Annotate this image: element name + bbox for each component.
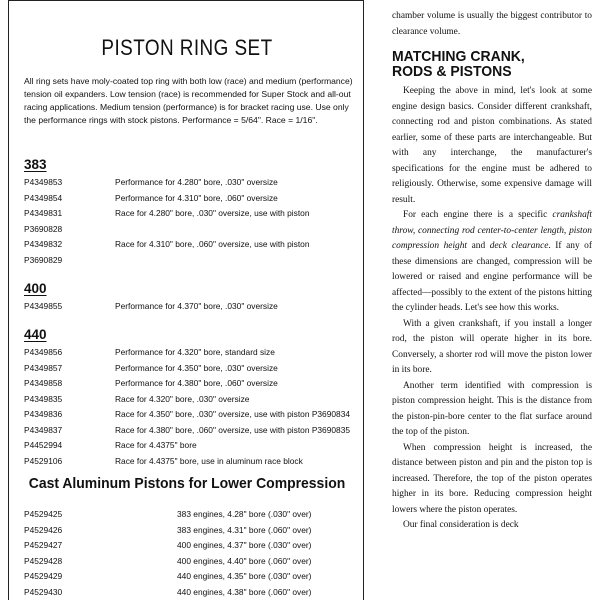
part-number: P4529106 <box>24 455 63 466</box>
article-paragraph: With a given crankshaft, if you install a longer rod, the piston will operate higher in its bore. Conversely, a shorter rod will move the piston lower in its bore. <box>392 318 592 375</box>
part-number: P4349857 <box>24 362 63 373</box>
part-number: P4349858 <box>24 378 63 388</box>
part-description: Race for 4.4375" bore, use in aluminum race block <box>115 455 303 466</box>
article-emphasis: deck clearance <box>489 241 549 251</box>
parts-list-440 <box>24 345 362 469</box>
piston-ring-set-panel <box>8 0 364 600</box>
part-description: Race for 4.310" bore, .060" oversize, use with piston <box>115 239 310 249</box>
part-description: Performance for 4.380" bore, .060" oversize <box>115 378 278 388</box>
part-number: P4349837 <box>24 424 63 435</box>
table-row <box>24 299 362 315</box>
table-row <box>24 345 362 361</box>
table-row <box>24 454 362 470</box>
part-number: P4349853 <box>24 177 63 187</box>
part-description: Performance for 4.370" bore, .030" oversize <box>115 301 278 311</box>
table-row <box>24 554 362 570</box>
table-row <box>24 538 362 554</box>
part-number: P4452994 <box>24 440 63 450</box>
article-text: . If any of these dimensions are changed, compression will be lowered or raised and engine performance will be affected—possibly to the extent of the pistons hitting the cylinder heads. Let's see how this works. <box>392 241 592 313</box>
part-description: Race for 4.380" bore, .060" oversize, use with piston P3690835 <box>115 424 351 435</box>
article-paragraph: When compression height is increased, the distance between piston and pin and the piston top is increased. Therefore, the top of the piston operates higher in its bore. Reducing compression height lowers where the piston operates. <box>392 442 592 515</box>
part-number: P4529430 <box>24 586 63 597</box>
table-row <box>24 423 362 439</box>
section-heading-383: 383 <box>24 157 47 172</box>
article-text-top: chamber volume is usually the biggest contributor to clearance volume. <box>392 11 592 37</box>
table-row <box>24 376 362 392</box>
part-number: P4349855 <box>24 301 63 311</box>
part-description: 440 engines, 4.38" bore (.060" over) <box>177 586 312 597</box>
part-description: 383 engines, 4.31" bore (.060" over) <box>177 524 312 535</box>
part-number: P4529425 <box>24 509 63 519</box>
parts-list-400 <box>24 299 362 315</box>
part-description: Performance for 4.280" bore, .030" oversize <box>115 177 278 187</box>
table-row <box>24 407 362 423</box>
part-description: Race for 4.4375" bore <box>115 440 197 450</box>
article-heading <box>392 50 584 80</box>
table-row <box>24 175 362 191</box>
part-description: 400 engines, 4.37" bore (.030" over) <box>177 540 312 550</box>
part-description: Performance for 4.310" bore, .060" oversize <box>115 192 278 203</box>
table-row <box>24 253 362 269</box>
table-row <box>24 438 362 454</box>
article-heading-line-2: RODS & PISTONS <box>392 64 512 80</box>
part-description: Performance for 4.350" bore, .030" oversize <box>115 362 278 373</box>
article-heading-line-1: MATCHING CRANK, <box>392 49 525 65</box>
article-text: For each engine there is a specific <box>403 210 553 220</box>
cast-pistons-list <box>24 507 362 600</box>
part-description: 400 engines, 4.40" bore (.060" over) <box>177 555 312 566</box>
parts-list-383 <box>24 175 362 268</box>
part-number: P4349856 <box>24 347 63 357</box>
table-row <box>24 222 362 238</box>
part-number: P4349832 <box>24 239 63 249</box>
table-row <box>24 361 362 377</box>
section-heading-440: 440 <box>24 327 47 342</box>
table-row <box>24 237 362 253</box>
part-number: P4349854 <box>24 192 63 203</box>
article-paragraph: Keeping the above in mind, let's look at some engine design basics. Consider different crankshaft, connecting rod and piston combinations. As stated earlier, some of these parts are interchangeable. But with any interchange, the manufacturer's specifications for the engine must be adhered to religiously. Otherwise, some expensive damage will result. <box>392 86 592 205</box>
part-description: Race for 4.280" bore, .030" oversize, use with piston <box>115 208 310 218</box>
article-emphasis: crankshaft throw, connecting rod center-to-center length, piston compression height <box>392 210 592 251</box>
article-text: and <box>467 241 490 251</box>
part-description: Race for 4.320" bore, .030" oversize <box>115 393 250 404</box>
part-description: Performance for 4.320" bore, standard size <box>115 347 275 357</box>
table-row <box>24 569 362 585</box>
part-number: P4529427 <box>24 540 63 550</box>
part-number: P4529426 <box>24 524 63 535</box>
panel-title: PISTON RING SET <box>101 35 273 60</box>
part-description: 440 engines, 4.35" bore (.030" over) <box>177 571 312 581</box>
part-description: Race for 4.350" bore, .030" oversize, use with piston P3690834 <box>115 409 351 419</box>
table-row <box>24 585 362 600</box>
article-paragraph: Another term identified with compression is piston compression height. This is the distance from the piston-pin-bore center to the flat surface around the top of the piston. <box>392 380 592 437</box>
table-row <box>24 523 362 539</box>
article-paragraph <box>392 208 592 317</box>
table-row <box>24 191 362 207</box>
intro-paragraph: All ring sets have moly-coated top ring with both low (race) and medium (performance) tension oil expanders. Low tension (race) is recommended for Super Stock and all-out racing applications. Medium tension (performance) is for bracket racing use. Use only the performance rings with stock pistons. Performance = 5/64". Race = 1/16". <box>24 76 353 125</box>
table-row <box>24 392 362 408</box>
table-row <box>24 507 362 523</box>
part-number: P3690828 <box>24 223 63 234</box>
part-number: P4529429 <box>24 571 63 581</box>
part-number: P4529428 <box>24 555 63 566</box>
cast-pistons-heading: Cast Aluminum Pistons for Lower Compression <box>28 475 346 492</box>
section-heading-400: 400 <box>24 281 47 296</box>
part-number: P4349836 <box>24 409 63 419</box>
part-number: P4349835 <box>24 393 63 404</box>
part-number: P3690829 <box>24 254 63 265</box>
article-paragraph: Our final consideration is deck <box>403 520 519 530</box>
article-column <box>392 0 592 600</box>
part-number: P4349831 <box>24 208 63 218</box>
table-row <box>24 206 362 222</box>
part-description: 383 engines, 4.28" bore (.030" over) <box>177 509 312 519</box>
